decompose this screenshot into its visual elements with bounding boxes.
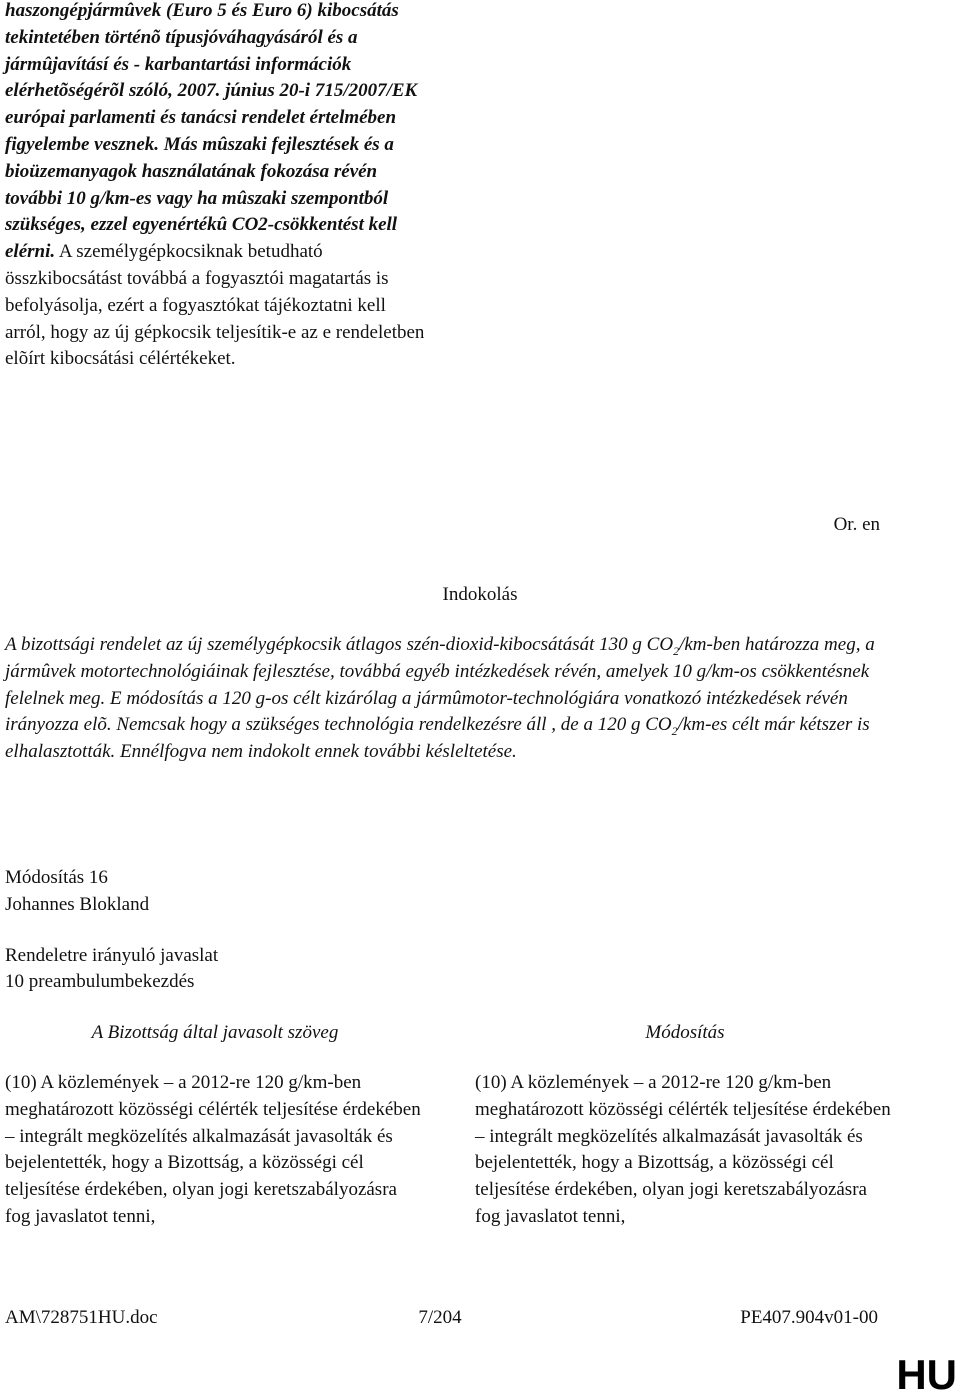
top-paragraph-bold-italic: haszongépjármûvek (Euro 5 és Euro 6) kibocsátás tekintetében történõ típusjóváhagyásáról és a jármûjavításí és - karbantartási információk elérhetõségérõl szóló, 2007. június 20-i 715/2007/EK európai parlamenti és tanácsi rendelet értelmében figyelembe vesznek. Más mûszaki fejlesztések és a bioüzemanyagok használatának fokozása révén további 10 g/km-es vagy ha mûszaki szempontból szükséges, ezzel egyenértékû CO2-csökkentést kell elérni.	[5, 0, 418, 263]
amendment-text: (10) A közlemények – a 2012-re 120 g/km-ben meghatározott közösségi célérték teljesítése érdekében – integrált megközelítés alkalmazását javasolták és bejelentették, hogy a Bizottság, a közösségi cél teljesítése érdekében, olyan jogi keretszabályozásra fog javaslatot tenni,	[475, 1072, 891, 1227]
amendment-proposal: Rendeletre irányuló javaslat	[5, 944, 219, 966]
language-badge: HU	[896, 1351, 957, 1398]
amendment-header	[5, 865, 505, 996]
justification-heading: Indokolás	[442, 584, 518, 605]
column-heading-amendment: Módosítás	[645, 1022, 725, 1043]
footer-doc-ref: AM\728751HU.doc	[5, 1307, 158, 1328]
co2-subscript-1: 2	[673, 643, 680, 658]
amendment-recital: 10 preambulumbekezdés	[5, 971, 195, 993]
top-paragraph-plain: A személygépkocsiknak betudható összkibocsátást továbbá a fogyasztói magatartás is befolyásolja, ezért a fogyasztókat tájékoztatni kell arról, hogy az új gépkocsik teljesítik-e az e rendeletben elõírt kibocsátási célértékeket.	[5, 241, 425, 370]
top-paragraph	[5, 0, 425, 373]
justification-part-3: /km-es célt már kétszer is elhalasztották. Ennélfogva nem indokolt ennek további késleltetése.	[5, 714, 870, 763]
amendment-number: Módosítás 16	[5, 867, 108, 888]
justification-part-1: A bizottsági rendelet az új személygépkocsik átlagos szén-dioxid-kibocsátását 130 g CO	[5, 634, 674, 655]
footer-page-number: 7/204	[418, 1307, 462, 1328]
co2-subscript-2: 2	[671, 724, 678, 739]
justification-part-2: /km-ben határozza meg, a jármûvek motortechnológiáinak fejlesztése, továbbá egyéb intézkedések révén, amelyek 10 g/km-os csökkentésnek felelnek meg. E módosítás a 120 g-os célt kizárólag a jármûmotor-technológiára vonatkozó intézkedések révén irányozza elõ. Nemcsak hogy a szükséges technológia rendelkezésre áll , de a 120 g CO	[5, 634, 875, 736]
justification-text	[5, 632, 885, 766]
amendment-author: Johannes Blokland	[5, 893, 150, 915]
column-heading-commission: A Bizottság által javasolt szöveg	[91, 1022, 339, 1043]
commission-text: (10) A közlemények – a 2012-re 120 g/km-ben meghatározott közösségi célérték teljesítése érdekében – integrált megközelítés alkalmazását javasolták és bejelentették, hogy a Bizottság, a közösségi cél teljesítése érdekében, olyan jogi keretszabályozásra fog javaslatot tenni,	[5, 1072, 421, 1227]
original-language-note: Or. en	[833, 514, 880, 535]
footer-pe-ref: PE407.904v01-00	[740, 1307, 878, 1328]
